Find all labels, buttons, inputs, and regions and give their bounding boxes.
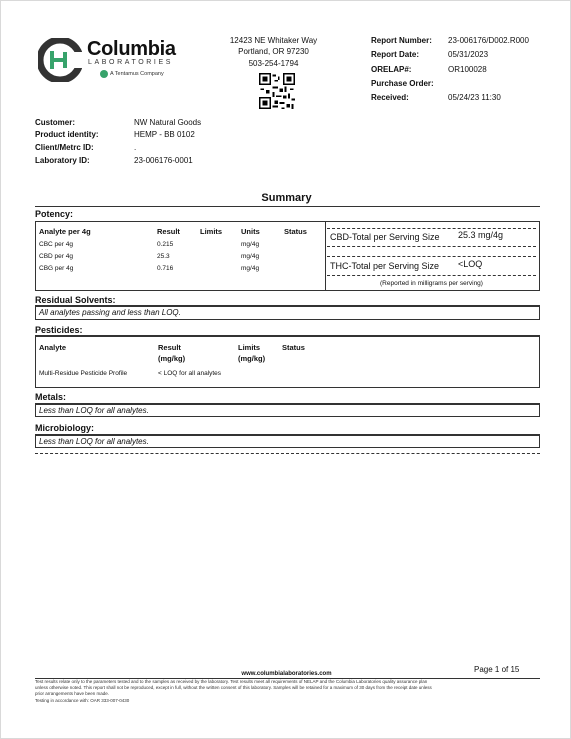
logo-wordmark: Columbia	[87, 38, 176, 60]
product-identity-value: HEMP - BB 0102	[134, 130, 195, 139]
cbd-units: mg/4g	[241, 253, 260, 260]
serving-dash-2	[327, 246, 536, 247]
pesticides-header-status: Status	[282, 343, 305, 352]
tentamus-icon	[100, 70, 108, 78]
qr-code-icon	[259, 73, 295, 109]
potency-header-analyte: Analyte per 4g	[39, 227, 91, 236]
potency-divider	[325, 221, 326, 291]
residual-solvents-title: Residual Solvents:	[35, 295, 116, 305]
potency-header-status: Status	[284, 227, 307, 236]
summary-title: Summary	[261, 192, 312, 204]
client-metrc-value: .	[134, 143, 137, 152]
pesticides-header-limits-unit: (mg/kg)	[238, 354, 266, 363]
cbd-result: 25.3	[157, 253, 170, 260]
report-date-label: Report Date:	[371, 50, 420, 59]
client-metrc-label: Client/Metrc ID:	[35, 143, 94, 152]
received-value: 05/24/23 11:30	[448, 93, 501, 102]
footer-disclaimer-4: Testing in accordance with: OAR 333-007-0430	[35, 698, 130, 703]
cbc-result: 0.215	[157, 241, 174, 248]
thc-serving-label: THC-Total per Serving Size	[330, 261, 440, 271]
serving-dash-4	[327, 275, 536, 276]
laboratory-id-label: Laboratory ID:	[35, 156, 90, 165]
thc-serving-value: <LOQ	[458, 259, 483, 269]
footer-disclaimer-1: Test results relate only to the parameters tested and to the samples as received by the laboratory. Test results meet all requirements of NELAP and the Columbia Laboratories quality assurance plan	[35, 679, 428, 684]
columbia-logo-icon	[38, 38, 82, 82]
product-identity-label: Product identity:	[35, 130, 99, 139]
purchase-order-label: Purchase Order:	[371, 79, 434, 88]
metals-note: Less than LOQ for all analytes.	[39, 406, 149, 415]
footer-disclaimer-3: prior arrangements have been made.	[35, 691, 110, 696]
cbg-units: mg/4g	[241, 265, 260, 272]
pesticides-header-result-unit: (mg/kg)	[158, 354, 186, 363]
potency-header-units: Units	[241, 227, 260, 236]
pesticides-title: Pesticides:	[35, 325, 83, 335]
footer-disclaimer-2: unless otherwise noted. This report shall not be reproduced, except in full, without the written consent of this laboratory. Samples will be retained for a maximum of 30 days from the receipt date unless	[35, 685, 432, 690]
report-date-value: 05/31/2023	[448, 50, 489, 59]
pesticides-result: < LOQ for all analytes	[158, 370, 222, 377]
report-number-value: 23-006176/D002.R000	[448, 36, 529, 45]
pesticides-header-result: Result	[158, 343, 181, 352]
cbg-result: 0.716	[157, 265, 174, 272]
report-number-label: Report Number:	[371, 36, 432, 45]
table-row: Multi-Residue Pesticide Profile	[39, 370, 128, 377]
serving-dash-3	[327, 256, 536, 257]
address-line-1: 12423 NE Whitaker Way	[229, 36, 318, 45]
table-row: CBD per 4g	[39, 253, 73, 260]
footer-website[interactable]: www.columbialaboratories.com	[241, 671, 332, 677]
potency-header-limits: Limits	[200, 227, 223, 236]
serving-note: (Reported in milligrams per serving)	[380, 280, 483, 287]
pesticides-header-analyte: Analyte	[39, 343, 67, 352]
customer-label: Customer:	[35, 118, 76, 127]
cbd-serving-label: CBD-Total per Serving Size	[330, 232, 440, 242]
orelap-label: ORELAP#:	[371, 65, 412, 74]
residual-solvents-note: All analytes passing and less than LOQ.	[39, 308, 181, 317]
end-dash	[35, 453, 540, 454]
received-label: Received:	[371, 93, 409, 102]
pesticides-header-limits: Limits	[238, 343, 261, 352]
laboratory-id-value: 23-006176-0001	[134, 156, 193, 165]
table-row: CBG per 4g	[39, 265, 74, 272]
cbd-serving-value: 25.3 mg/4g	[458, 230, 504, 240]
serving-dash-1	[327, 228, 536, 229]
microbiology-title: Microbiology:	[35, 423, 94, 433]
logo-subtitle: LABORATORIES	[88, 59, 174, 66]
customer-value: NW Natural Goods	[134, 118, 202, 127]
page-number: Page 1 of 15	[474, 665, 520, 674]
table-row: CBC per 4g	[39, 241, 73, 248]
orelap-value: OR100028	[448, 65, 487, 74]
address-line-2: Portland, OR 97230	[238, 47, 309, 56]
logo-tagline: A Tentamus Company	[110, 71, 164, 77]
cbc-units: mg/4g	[241, 241, 260, 248]
summary-rule	[35, 206, 540, 207]
microbiology-note: Less than LOQ for all analytes.	[39, 437, 149, 446]
potency-header-result: Result	[157, 227, 180, 236]
metals-title: Metals:	[35, 392, 67, 402]
address-phone: 503-254-1794	[248, 59, 299, 68]
potency-title: Potency:	[35, 209, 74, 219]
